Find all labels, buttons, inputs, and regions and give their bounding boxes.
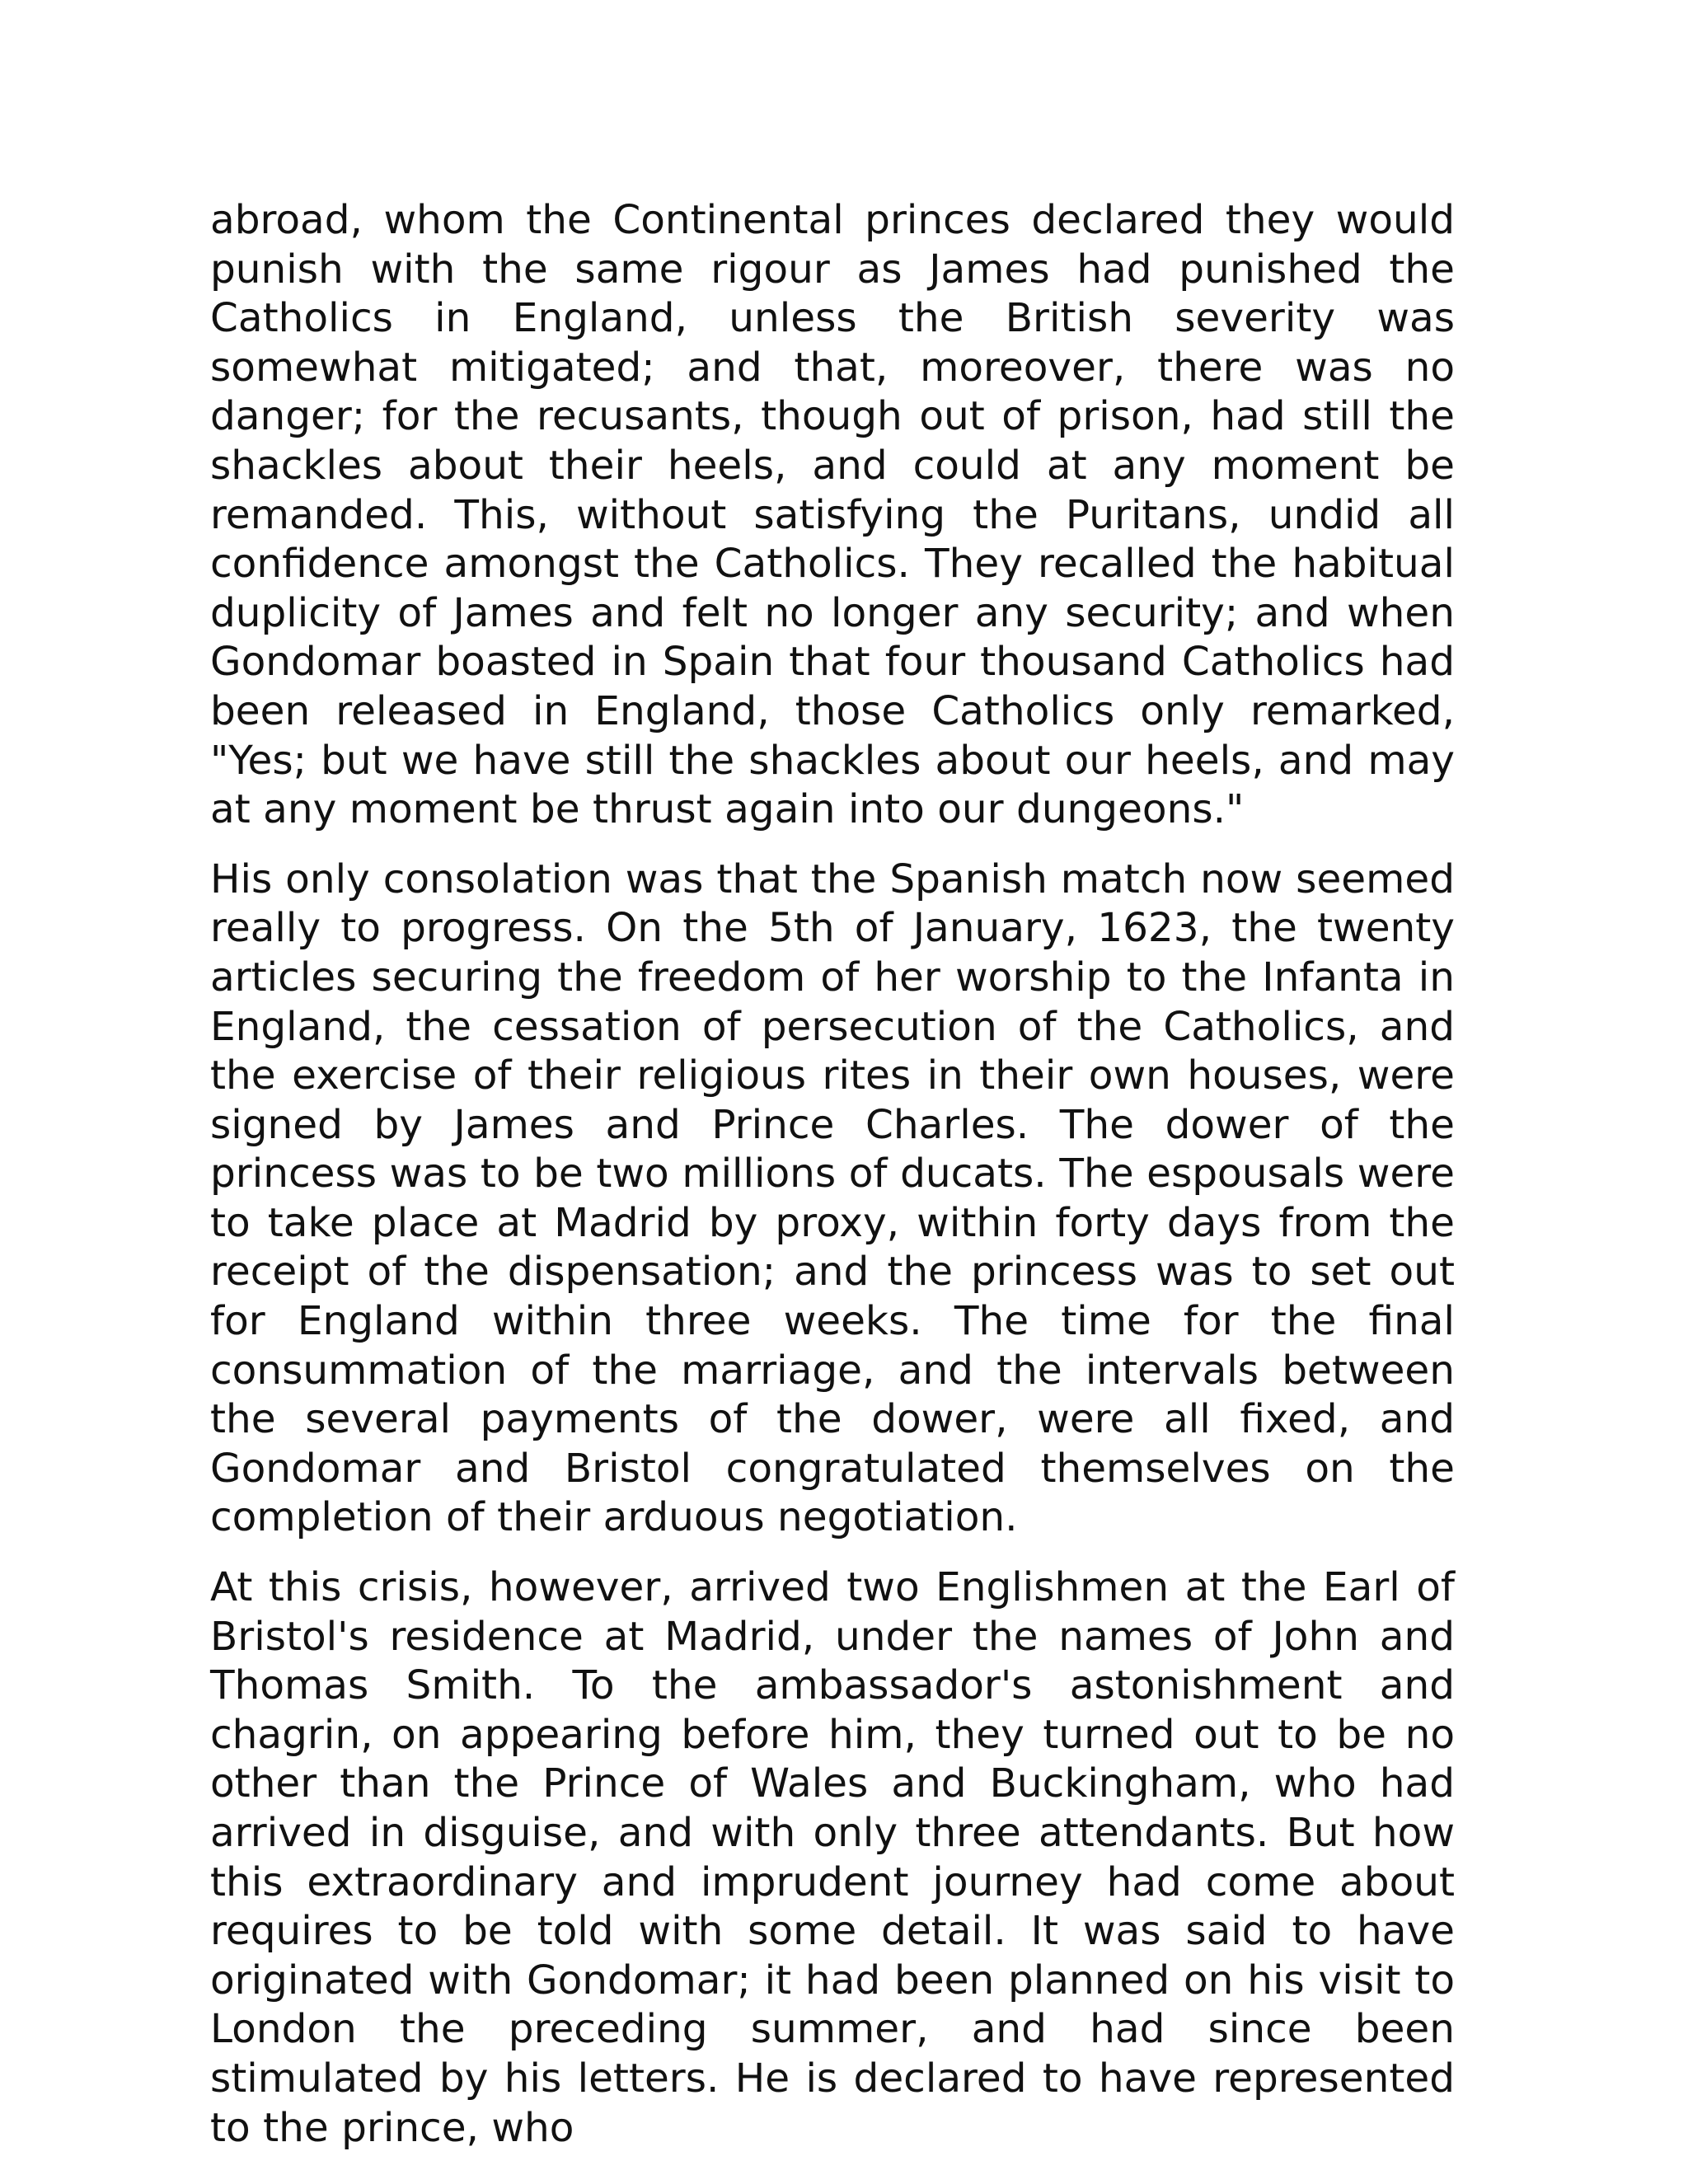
page-body — [210, 196, 1455, 2173]
paragraph-3: At this crisis, however, arrived two Englishmen at the Earl of Bristol's residence at Madrid, under the names of John and Thomas Smith. To the ambassador's astonishment and chagrin, on appearing before him, they turned out to be no other than the Prince of Wales and Buckingham, who had arrived in disguise, and with only three attendants. But how this extraordinary and imprudent journey had come about requires to be told with some detail. It was said to have originated with Gondomar; it had been planned on his visit to London the preceding summer, and had since been stimulated by his letters. He is declared to have represented to the prince, who — [210, 1564, 1455, 2151]
paragraph-2: His only consolation was that the Spanish match now seemed really to progress. On the 5th of January, 1623, the twenty articles securing the freedom of her worship to the Infanta in England, the cessation of persecution of the Catholics, and the exercise of their religious rites in their own houses, were signed by James and Prince Charles. The dower of the princess was to be two millions of ducats. The espousals were to take place at Madrid by proxy, within forty days from the receipt of the dispensation; and the princess was to set out for England within three weeks. The time for the final consummation of the marriage, and the intervals between the several payments of the dower, were all fixed, and Gondomar and Bristol congratulated themselves on the completion of their arduous negotiation. — [210, 855, 1455, 1541]
paragraph-1: abroad, whom the Continental princes declared they would punish with the same rigour as James had punished the Catholics in England, unless the British severity was somewhat mitigated; and that, moreover, there was no danger; for the recusants, though out of prison, had still the shackles about their heels, and could at any moment be remanded. This, without satisfying the Puritans, undid all confidence amongst the Catholics. They recalled the habitual duplicity of James and felt no longer any security; and when Gondomar boasted in Spain that four thousand Catholics had been released in England, those Catholics only remarked, "Yes; but we have still the shackles about our heels, and may at any moment be thrust again into our dungeons." — [210, 197, 1455, 833]
